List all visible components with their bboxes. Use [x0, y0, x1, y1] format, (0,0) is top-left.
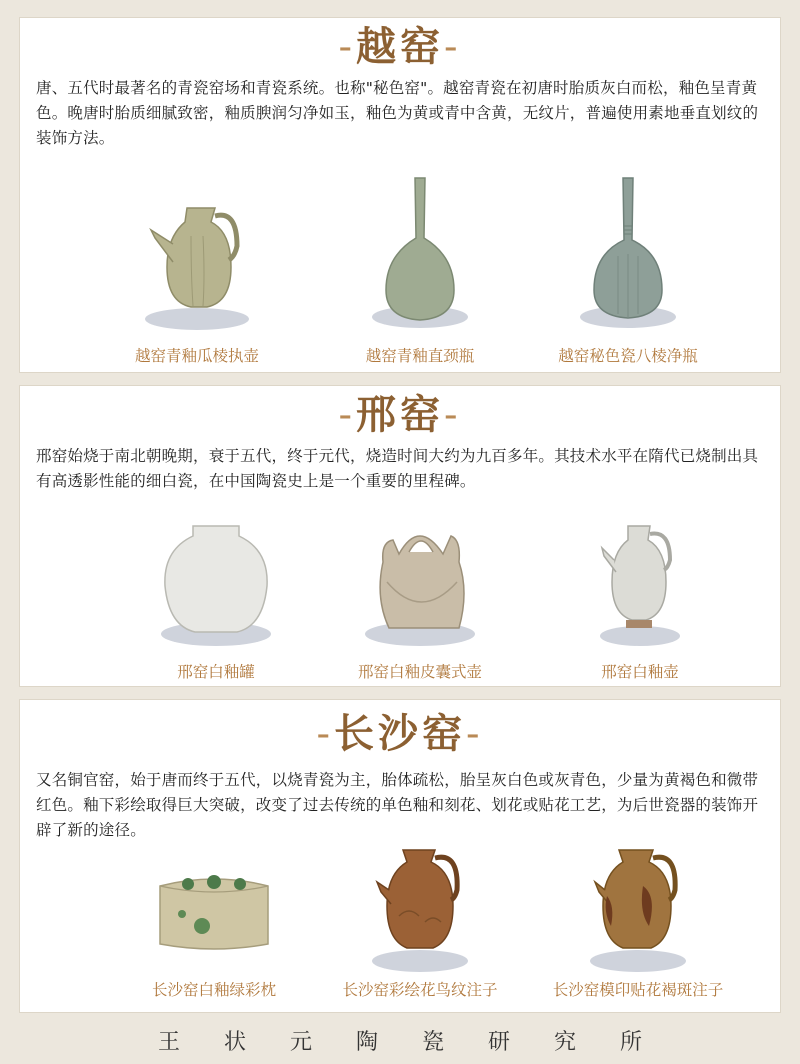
section-description: 唐、五代时最著名的青瓷窑场和青瓷系统。也称"秘色窑"。越窑青瓷在初唐时胎质灰白而松，釉色呈青黄色。晚唐时胎质细腻致密，釉质腴润匀净如玉，釉色为黄或青中含黄，无纹片，普遍使用素地垂直划纹的装饰方法。: [36, 79, 759, 147]
artifact-item: [552, 846, 724, 1000]
footer-brand: [0, 1016, 800, 1064]
footer-char: 瓷: [422, 1029, 445, 1055]
footer-char: 研: [488, 1029, 511, 1055]
artifact-caption: 邢窑白釉皮囊式壶: [357, 663, 482, 681]
artifact-item: [350, 522, 490, 682]
section-changsha-kiln: [20, 700, 780, 1012]
section-xing-kiln: [20, 386, 780, 686]
artifact-caption: 越窑青釉瓜棱执壶: [134, 347, 259, 365]
ewer-icon: [147, 196, 247, 326]
jar-icon: [161, 522, 271, 638]
section-title: -越窑-: [338, 23, 462, 70]
artifact-caption: 邢窑白釉壶: [601, 663, 679, 681]
section-description: 又名铜官窑，始于唐而终于五代，以烧青瓷为主，胎体疏松，胎呈灰白色或灰青色，少量为黄褐色和微带红色。釉下彩绘取得巨大突破，改变了过去传统的单色釉和刻花、划花或贴花工艺，为后世瓷器的装饰开辟了新的途径。: [36, 771, 759, 839]
artifact-caption: 长沙窑白釉绿彩枕: [151, 981, 276, 999]
artifact-caption: 长沙窑彩绘花鸟纹注子: [342, 981, 498, 999]
section-description: 邢窑始烧于南北朝晚期，衰于五代，终于元代，烧造时间大约为九百多年。其技术水平在隋代已烧制出具有高透影性能的细白瓷，在中国陶瓷史上是一个重要的里程碑。: [36, 447, 759, 490]
artifact-item: [127, 196, 267, 366]
ewer-icon: [375, 846, 465, 966]
artifact-item: [342, 846, 498, 1000]
section-yue-kiln: [20, 18, 780, 372]
section-title: -邢窑-: [338, 391, 462, 438]
footer-char: 所: [620, 1029, 643, 1055]
artifact-item: [570, 522, 710, 682]
pillow-icon: [152, 866, 276, 958]
section-title: -长沙窑-: [316, 710, 484, 757]
artifact-caption: 邢窑白釉罐: [177, 663, 255, 681]
footer-char: 究: [554, 1029, 577, 1055]
artifact-item: [146, 522, 286, 682]
artifact-item: [144, 866, 284, 1000]
artifact-caption: 越窑青釉直颈瓶: [365, 347, 475, 365]
octagonal-vase-icon: [588, 176, 668, 326]
long-neck-vase-icon: [380, 176, 460, 326]
ewer-icon: [593, 846, 683, 966]
footer-char: 王: [157, 1029, 180, 1055]
artifact-item: [350, 176, 490, 366]
ewer-icon: [600, 522, 680, 638]
footer-char: 元: [289, 1029, 312, 1055]
footer-char: 状: [223, 1029, 246, 1055]
artifact-caption: 长沙窑模印贴花褐斑注子: [552, 981, 724, 999]
leather-bag-pot-icon: [365, 522, 475, 638]
footer-char: 陶: [355, 1029, 378, 1055]
artifact-caption: 越窑秘色瓷八棱净瓶: [558, 347, 698, 365]
artifact-item: [558, 176, 698, 366]
